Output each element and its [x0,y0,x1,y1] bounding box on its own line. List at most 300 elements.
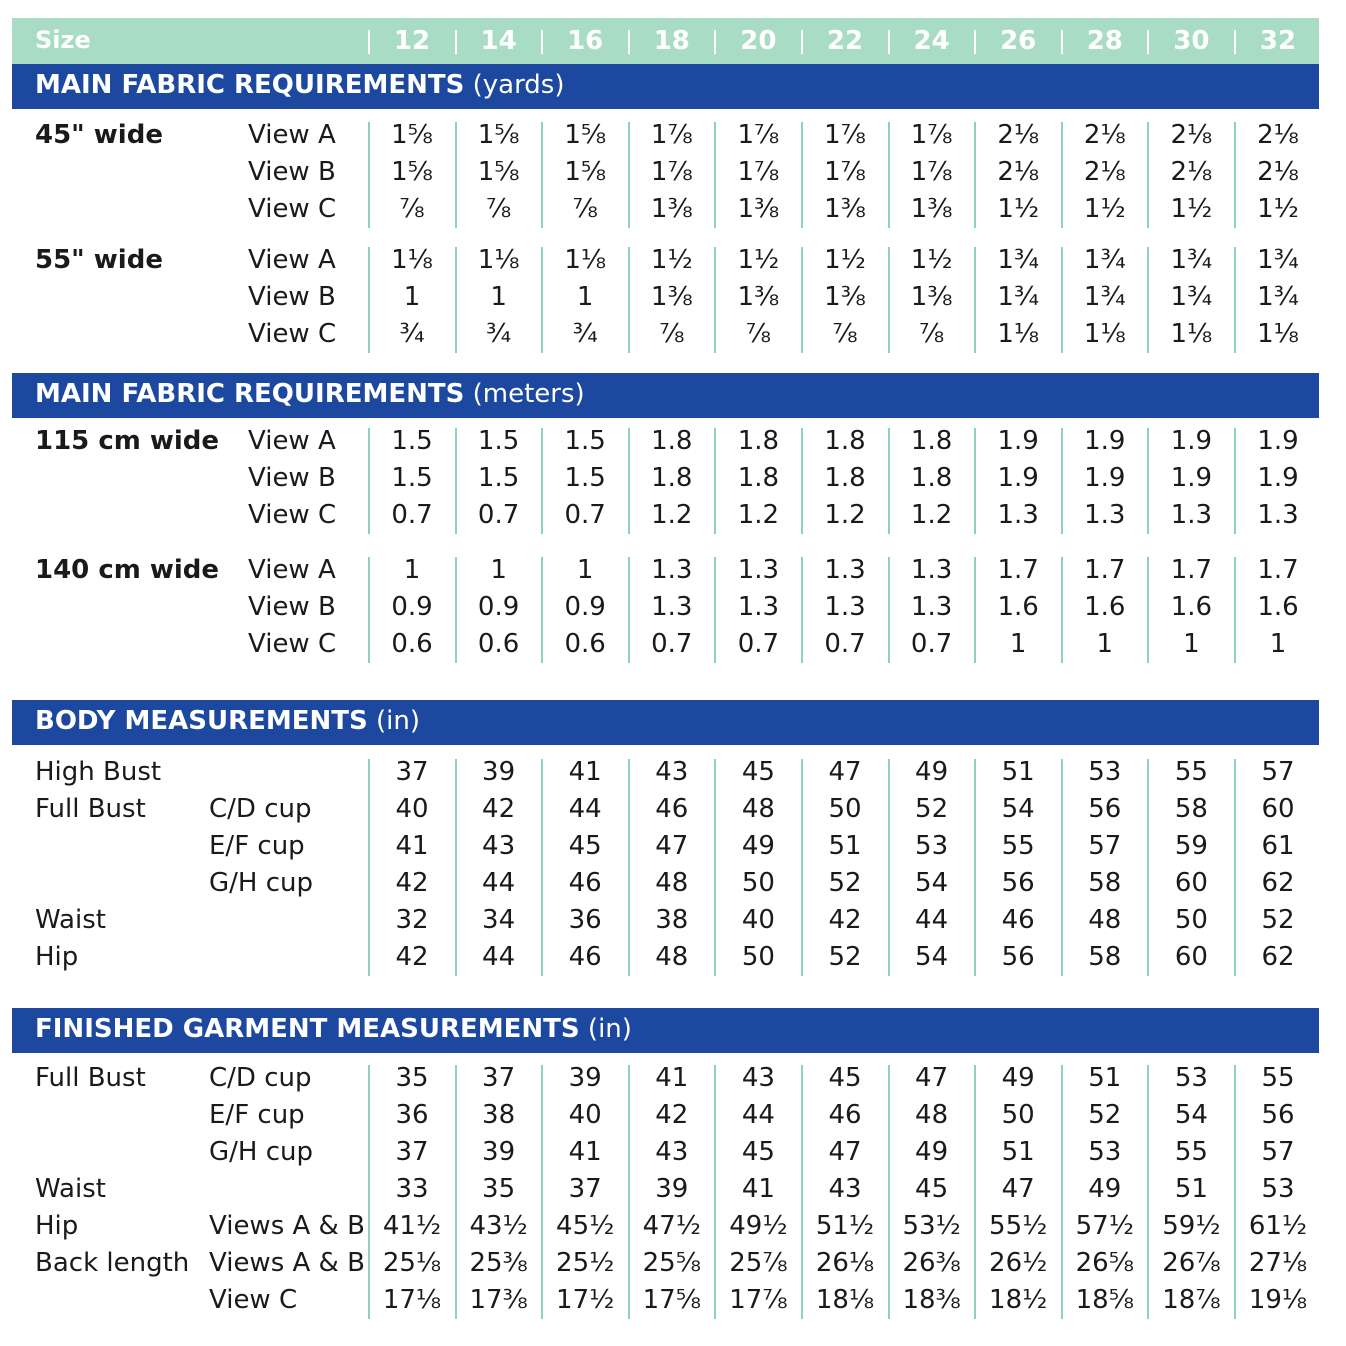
table-cell: 52 [828,868,862,898]
table-cell: 1½ [1170,194,1213,224]
table-cell: 1.9 [1084,463,1126,493]
table-cell: 17⅝ [642,1285,701,1315]
table-cell: 1.7 [1170,555,1213,585]
column-divider [1234,1065,1236,1319]
table-cell: 1.6 [1084,592,1126,622]
measurement-label: Full Bust [35,1063,146,1093]
table-cell: 56 [1001,868,1035,898]
table-cell: 42 [395,868,429,898]
column-divider [1061,247,1063,353]
view-label: View B [248,463,336,493]
column-divider [1061,428,1063,534]
table-cell: 1⅝ [564,157,607,187]
fabric-width-label: 45" wide [35,120,163,150]
column-divider [801,557,803,663]
table-cell: 1 [576,555,594,585]
size-header-divider [1147,30,1149,54]
table-cell: 46 [1001,905,1035,935]
table-cell: 51½ [815,1211,875,1241]
column-divider [801,1065,803,1319]
size-header-divider [801,30,803,54]
table-cell: ¾ [572,319,598,349]
table-cell: 0.7 [391,500,433,530]
table-cell: 1.5 [477,426,520,456]
table-cell: 53 [1088,1137,1122,1167]
table-cell: 0.9 [477,592,520,622]
table-cell: 1⅞ [910,120,953,150]
table-cell: 52 [1088,1100,1122,1130]
table-cell: 1 [403,555,421,585]
table-cell: 1 [1183,629,1200,659]
table-cell: 51 [1174,1174,1208,1204]
view-label: View A [248,120,336,150]
table-cell: 1.5 [477,463,520,493]
column-divider [1147,557,1149,663]
fabric-width-label: 115 cm wide [35,426,220,456]
table-cell: 49 [915,1137,949,1167]
table-cell: 56 [1088,794,1122,824]
table-cell: 43 [655,1137,689,1167]
table-cell: 50 [828,794,862,824]
table-cell: 59½ [1162,1211,1221,1241]
table-cell: 1½ [1257,194,1299,224]
column-divider [801,122,803,228]
table-cell: 1⅜ [650,194,693,224]
measurement-sublabel: E/F cup [209,831,305,861]
measurement-label: Waist [35,905,106,935]
table-cell: 52 [1261,905,1295,935]
table-cell: 56 [1261,1100,1295,1130]
table-cell: 1.9 [1257,426,1299,456]
section-title [35,706,420,736]
table-cell: 57½ [1075,1211,1134,1241]
table-cell: 53 [1088,757,1122,787]
table-cell: 43 [741,1063,775,1093]
table-cell: ¾ [485,319,512,349]
column-divider [1234,428,1236,534]
table-cell: ⅞ [832,319,858,349]
table-cell: 1.3 [910,592,953,622]
view-label: View C [248,194,337,224]
table-cell: 2⅛ [1083,120,1126,150]
column-divider [455,1065,457,1319]
table-cell: 53 [1174,1063,1208,1093]
table-cell: ⅞ [659,319,685,349]
table-cell: 1⅜ [824,282,866,312]
section-title-text: FINISHED GARMENT MEASUREMENTS [35,1014,580,1044]
column-divider [541,759,543,976]
table-cell: 1½ [737,245,780,275]
table-cell: 18½ [989,1285,1048,1315]
column-divider [628,122,630,228]
table-cell: 57 [1088,831,1122,861]
table-cell: 1.3 [1084,500,1126,530]
table-cell: 25⅜ [469,1248,528,1278]
table-cell: 17½ [556,1285,615,1315]
table-cell: 0.7 [910,629,953,659]
table-cell: 1⅝ [477,157,520,187]
section-unit: (yards) [472,70,565,100]
table-cell: 1⅞ [824,120,866,150]
table-cell: 26⅛ [815,1248,875,1278]
table-cell: 1.9 [1170,426,1213,456]
table-cell: 58 [1088,868,1122,898]
table-cell: 17⅛ [382,1285,442,1315]
column-divider [714,247,716,353]
table-cell: 60 [1261,794,1295,824]
column-divider [1061,122,1063,228]
fabric-width-label: 140 cm wide [35,555,220,585]
table-cell: 60 [1174,868,1208,898]
view-label: View A [248,426,336,456]
table-cell: 43 [482,831,516,861]
table-cell: 37 [568,1174,602,1204]
table-cell: 1.3 [997,500,1039,530]
table-cell: 1.7 [1257,555,1299,585]
table-cell: 1.3 [824,555,866,585]
table-cell: 1¾ [1170,245,1213,275]
view-label: View B [248,592,336,622]
table-cell: 1.5 [391,463,433,493]
column-divider [1234,122,1236,228]
table-cell: 53 [915,831,949,861]
table-cell: 1 [490,282,507,312]
size-header-divider [888,30,890,54]
table-cell: 1⅜ [737,194,780,224]
table-cell: ¾ [399,319,425,349]
column-divider [714,557,716,663]
section-title [35,379,585,409]
table-cell: 1.8 [737,426,780,456]
table-cell: 17⅜ [469,1285,528,1315]
table-cell: 32 [395,905,429,935]
column-divider [455,759,457,976]
table-cell: 1⅛ [1257,319,1299,349]
table-cell: 49 [915,757,949,787]
table-cell: 1⅛ [1083,319,1126,349]
table-cell: 54 [915,942,949,972]
table-cell: 55 [1174,757,1208,787]
view-label: View C [248,629,337,659]
table-cell: 55½ [989,1211,1048,1241]
table-cell: 1 [490,555,507,585]
table-cell: 41 [568,1137,602,1167]
table-cell: 0.7 [477,500,520,530]
table-cell: 1⅝ [477,120,520,150]
column-divider [368,428,370,534]
table-cell: 43 [655,757,689,787]
table-cell: 1⅛ [1170,319,1213,349]
column-divider [1147,759,1149,976]
table-cell: 1.8 [824,463,866,493]
table-cell: 38 [655,905,689,935]
table-cell: 1⅜ [650,282,693,312]
table-cell: ⅞ [918,319,945,349]
table-cell: ⅞ [485,194,512,224]
column-divider [368,1065,370,1319]
table-cell: 1⅛ [477,245,520,275]
table-cell: 25⅞ [729,1248,788,1278]
table-cell: 53½ [902,1211,961,1241]
column-divider [628,1065,630,1319]
table-cell: 61½ [1248,1211,1308,1241]
column-divider [541,1065,543,1319]
table-cell: 35 [395,1063,429,1093]
section-body-band [12,700,1319,745]
table-cell: 18⅞ [1162,1285,1221,1315]
measurement-label: Waist [35,1174,106,1204]
table-cell: 48 [655,942,689,972]
table-cell: 54 [1174,1100,1208,1130]
table-cell: 1½ [910,245,953,275]
table-cell: 1¾ [1083,282,1126,312]
table-cell: 2⅛ [1083,157,1126,187]
table-cell: 61 [1261,831,1295,861]
column-divider [714,759,716,976]
table-cell: 17⅞ [729,1285,788,1315]
size-header-divider [455,30,457,54]
table-cell: 1½ [824,245,866,275]
table-cell: 1 [1096,629,1114,659]
table-cell: 1½ [997,194,1040,224]
section-title-text: MAIN FABRIC REQUIREMENTS [35,379,465,409]
table-cell: 1⅞ [737,120,780,150]
size-header-divider [974,30,976,54]
column-divider [541,428,543,534]
table-cell: 1¾ [1170,282,1213,312]
column-divider [368,759,370,976]
table-cell: 1.5 [391,426,433,456]
table-cell: 1.6 [997,592,1039,622]
column-divider [541,557,543,663]
table-cell: 1.5 [564,426,606,456]
table-cell: 1.9 [997,426,1039,456]
table-cell: 53 [1261,1174,1295,1204]
table-cell: 41½ [382,1211,442,1241]
view-label: View C [248,500,337,530]
table-cell: 48 [915,1100,949,1130]
table-cell: 39 [568,1063,602,1093]
table-cell: 42 [655,1100,689,1130]
table-cell: 45 [828,1063,862,1093]
table-cell: 1.3 [737,592,780,622]
table-cell: 0.7 [651,629,693,659]
column-divider [714,428,716,534]
column-divider [1234,759,1236,976]
column-divider [455,247,457,353]
column-divider [1234,557,1236,663]
table-cell: 47 [828,757,862,787]
table-cell: 47½ [642,1211,701,1241]
section-unit: (in) [587,1014,632,1044]
column-divider [455,428,457,534]
column-divider [1234,247,1236,353]
size-header-divider [1234,30,1236,54]
table-cell: 1.3 [910,555,953,585]
table-cell: 1.2 [824,500,866,530]
table-cell: 1⅜ [910,282,953,312]
table-cell: 1.3 [651,592,693,622]
column-divider [1061,557,1063,663]
size-header-value: 14 [480,26,517,56]
table-cell: 44 [482,868,516,898]
column-divider [541,247,543,353]
table-cell: 55 [1174,1137,1208,1167]
column-divider [628,557,630,663]
measurement-label: Full Bust [35,794,146,824]
table-cell: 46 [568,868,602,898]
table-cell: 48 [655,868,689,898]
table-cell: 1.7 [1084,555,1126,585]
table-cell: 41 [568,757,602,787]
table-cell: 41 [741,1174,775,1204]
table-cell: 1.2 [737,500,780,530]
measurement-sublabel: Views A & B [209,1248,365,1278]
table-cell: 35 [482,1174,516,1204]
table-cell: 18⅝ [1075,1285,1134,1315]
table-cell: 26⅝ [1075,1248,1134,1278]
size-header-value: 26 [1000,26,1037,56]
section-finished-band [12,1008,1319,1053]
table-cell: 37 [482,1063,516,1093]
table-cell: 1⅜ [910,194,953,224]
section-title [35,70,565,100]
table-cell: 39 [482,1137,516,1167]
table-cell: 40 [568,1100,602,1130]
table-cell: 59 [1174,831,1208,861]
measurement-sublabel: C/D cup [209,794,312,824]
table-cell: 2⅛ [997,120,1040,150]
column-divider [974,557,976,663]
table-cell: 25½ [556,1248,615,1278]
column-divider [801,247,803,353]
table-cell: 1.2 [651,500,693,530]
size-header-value: 28 [1086,26,1123,56]
table-cell: 57 [1261,1137,1295,1167]
table-cell: 1.3 [1170,500,1213,530]
table-cell: 45½ [556,1211,615,1241]
table-cell: 56 [1001,942,1035,972]
view-label: View C [248,319,337,349]
table-cell: 34 [482,905,516,935]
table-cell: 2⅛ [1257,157,1299,187]
table-cell: 1¾ [1083,245,1126,275]
table-cell: 58 [1088,942,1122,972]
table-cell: 49 [1088,1174,1122,1204]
size-header-divider [714,30,716,54]
table-cell: 52 [915,794,949,824]
table-cell: 42 [482,794,516,824]
table-cell: 57 [1261,757,1295,787]
measurement-sublabel: E/F cup [209,1100,305,1130]
table-cell: 55 [1261,1063,1295,1093]
measurement-label: High Bust [35,757,162,787]
table-cell: 37 [395,757,429,787]
table-cell: 43 [828,1174,862,1204]
column-divider [628,428,630,534]
fabric-width-label: 55" wide [35,245,163,275]
table-cell: 1.3 [737,555,780,585]
section-title-text: MAIN FABRIC REQUIREMENTS [35,70,465,100]
measurement-label: Back length [35,1248,190,1278]
view-label: View A [248,245,336,275]
table-cell: 2⅛ [997,157,1040,187]
table-cell: 47 [655,831,689,861]
size-header-value: 12 [393,26,431,56]
table-cell: 26⅜ [902,1248,961,1278]
column-divider [888,122,890,228]
table-cell: ⅞ [572,194,598,224]
table-cell: 48 [741,794,775,824]
size-header-divider [1061,30,1063,54]
column-divider [455,122,457,228]
table-cell: 39 [655,1174,689,1204]
table-cell: 19⅛ [1248,1285,1308,1315]
table-cell: 47 [1001,1174,1035,1204]
table-cell: 1.5 [564,463,606,493]
table-cell: ⅞ [745,319,771,349]
measurement-sublabel: Views A & B [209,1211,365,1241]
table-cell: 1⅝ [391,120,433,150]
table-cell: 0.7 [564,500,606,530]
table-cell: 50 [1001,1100,1035,1130]
table-cell: 1.3 [651,555,693,585]
table-cell: 1.6 [1257,592,1299,622]
table-cell: 45 [915,1174,949,1204]
column-divider [368,247,370,353]
table-cell: 18⅛ [815,1285,875,1315]
section-yards-band [12,64,1319,109]
table-cell: 1⅜ [737,282,780,312]
size-header-divider [368,30,370,54]
table-cell: 25⅝ [642,1248,701,1278]
view-label: View B [248,157,336,187]
table-cell: 46 [568,942,602,972]
column-divider [628,247,630,353]
table-cell: 46 [828,1100,862,1130]
table-cell: 54 [1001,794,1035,824]
column-divider [1147,247,1149,353]
table-cell: 44 [482,942,516,972]
measurement-sublabel: G/H cup [209,1137,313,1167]
table-cell: 1.8 [651,463,693,493]
table-cell: 1.3 [1257,500,1299,530]
table-cell: 1½ [1083,194,1126,224]
table-cell: 1.7 [997,555,1039,585]
table-cell: 44 [568,794,602,824]
section-unit: (in) [375,706,420,736]
table-cell: 0.7 [737,629,780,659]
table-cell: 44 [915,905,949,935]
table-cell: 1.2 [910,500,953,530]
table-cell: 1⅞ [737,157,780,187]
table-cell: 1.9 [1170,463,1213,493]
table-cell: 62 [1261,942,1295,972]
table-cell: 1⅞ [650,157,693,187]
measurement-sublabel: C/D cup [209,1063,312,1093]
table-cell: 0.6 [564,629,606,659]
column-divider [1061,759,1063,976]
table-cell: 1.9 [1257,463,1299,493]
table-cell: 54 [915,868,949,898]
table-cell: 25⅛ [382,1248,442,1278]
view-label: View B [248,282,336,312]
table-cell: 1.9 [1084,426,1126,456]
size-header-divider [541,30,543,54]
column-divider [974,1065,976,1319]
table-cell: 0.6 [391,629,433,659]
table-cell: 1.6 [1170,592,1213,622]
